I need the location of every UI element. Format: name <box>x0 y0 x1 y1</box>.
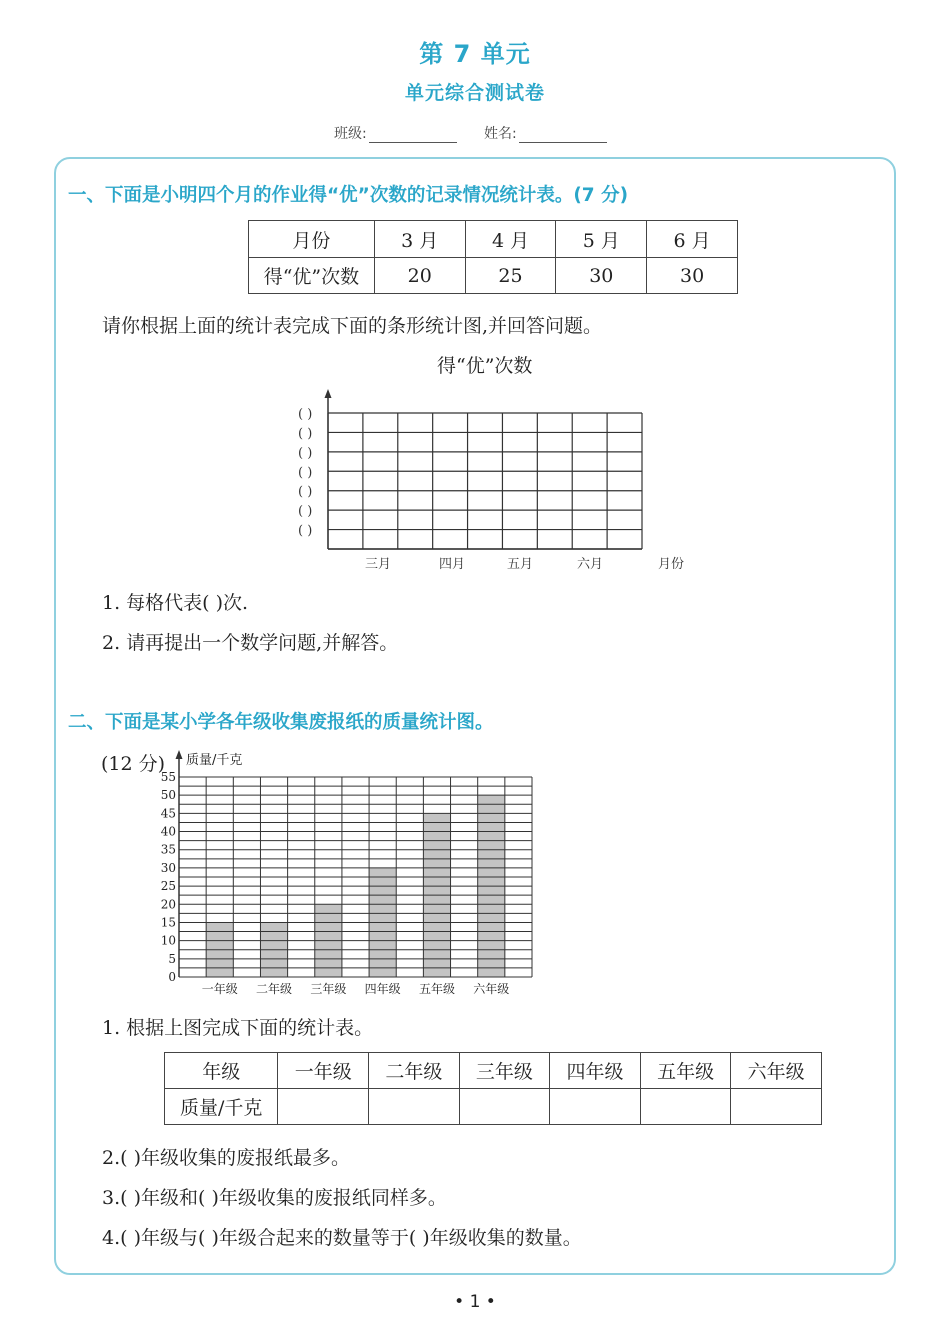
class-label: 班级: <box>334 126 367 142</box>
name-field <box>484 123 607 143</box>
chart2-y-tick: 5 <box>168 951 176 966</box>
table-cell: 质量/千克 <box>165 1089 278 1125</box>
test-title: 单元综合测试卷 <box>404 82 545 104</box>
name-label: 姓名: <box>484 126 517 142</box>
answer-cell[interactable] <box>459 1089 550 1125</box>
chart1-y-blank: ( ) <box>298 445 313 461</box>
chart2-y-tick: 0 <box>168 970 176 984</box>
chart1-x-label: 四月 <box>438 557 466 572</box>
chart1-x-label: 六月 <box>576 557 604 572</box>
table-cell: 20 <box>374 258 465 294</box>
table-cell: 30 <box>647 258 738 294</box>
class-field <box>334 123 457 143</box>
chart2-y-tick: 40 <box>160 824 176 839</box>
chart2-y-tick: 35 <box>160 842 176 857</box>
chart1-y-blank: ( ) <box>298 484 313 500</box>
chart1-grid <box>328 413 642 549</box>
section1-q1: 1. 每格代表( )次. <box>102 592 249 614</box>
table-header-cell: 3 月 <box>374 221 465 258</box>
section1-table <box>248 220 738 294</box>
name-blank[interactable] <box>519 128 607 143</box>
chart1-title: 得“优”次数 <box>437 355 533 377</box>
chart2-y-tick: 45 <box>160 806 176 821</box>
answer-cell[interactable] <box>278 1089 369 1125</box>
chart2-y-tick: 55 <box>160 770 176 784</box>
chart2-y-tick: 30 <box>160 860 176 875</box>
section2-title: 二、下面是某小学各年级收集废报纸的质量统计图。 <box>68 712 494 733</box>
chart1-y-blank: ( ) <box>298 426 313 442</box>
chart1-x-axis-label: 月份 <box>657 557 685 572</box>
section1-title: 一、下面是小明四个月的作业得“优”次数的记录情况统计表。(7 分) <box>68 185 629 206</box>
table-header-cell: 一年级 <box>278 1053 369 1089</box>
section2-q1: 1. 根据上图完成下面的统计表。 <box>102 1017 374 1039</box>
section1-instruction: 请你根据上面的统计表完成下面的条形统计图,并回答问题。 <box>102 315 603 337</box>
answer-cell[interactable] <box>550 1089 641 1125</box>
class-blank[interactable] <box>369 128 457 143</box>
chart2-x-label: 六年级 <box>473 982 510 996</box>
section2-q2: 2.( )年级收集的废报纸最多。 <box>102 1147 350 1169</box>
table-header-cell: 三年级 <box>459 1053 550 1089</box>
section2-q3: 3.( )年级和( )年级收集的废报纸同样多。 <box>102 1187 447 1209</box>
section2-table <box>164 1052 822 1125</box>
unit-title: 第 7 单元 <box>419 40 531 68</box>
chart1-x-label: 五月 <box>506 557 534 572</box>
chart2-x-label: 三年级 <box>310 982 347 996</box>
chart2-y-tick: 25 <box>160 879 176 894</box>
chart1-y-blank: ( ) <box>298 465 313 481</box>
page-number: • 1 • <box>454 1292 496 1312</box>
table-header-cell: 二年级 <box>369 1053 460 1089</box>
chart1-y-arrow <box>325 389 332 398</box>
table-cell: 30 <box>556 258 647 294</box>
chart2-y-tick: 15 <box>160 915 176 930</box>
paper-bar-chart <box>140 745 560 1005</box>
answer-cell[interactable] <box>640 1089 731 1125</box>
table-header-cell: 6 月 <box>647 221 738 258</box>
chart2-y-tick: 50 <box>160 788 176 803</box>
table-header-cell: 四年级 <box>550 1053 641 1089</box>
chart2-x-label: 四年级 <box>364 982 401 996</box>
chart1-y-blank: ( ) <box>298 504 313 520</box>
table-header-cell: 4 月 <box>465 221 556 258</box>
chart1-x-label: 三月 <box>364 557 392 572</box>
chart1-y-blank: ( ) <box>298 407 313 422</box>
table-cell: 25 <box>465 258 556 294</box>
blank-bar-chart <box>290 385 700 575</box>
table-header-cell: 六年级 <box>731 1053 822 1089</box>
chart2-x-label: 二年级 <box>256 982 293 996</box>
section1-q2: 2. 请再提出一个数学问题,并解答。 <box>102 632 399 654</box>
table-header-cell: 5 月 <box>556 221 647 258</box>
table-cell: 得“优”次数 <box>249 258 375 294</box>
chart2-x-label: 五年级 <box>418 982 455 996</box>
table-header-cell: 五年级 <box>640 1053 731 1089</box>
section2-score: (12 分) <box>101 753 166 775</box>
chart2-y-axis-label: 质量/千克 <box>186 753 243 768</box>
chart2-y-arrow <box>176 750 183 759</box>
chart2-y-tick: 10 <box>160 933 176 948</box>
chart2-x-label: 一年级 <box>201 982 238 996</box>
section2-q4: 4.( )年级与( )年级合起来的数量等于( )年级收集的数量。 <box>102 1227 582 1249</box>
answer-cell[interactable] <box>731 1089 822 1125</box>
answer-cell[interactable] <box>369 1089 460 1125</box>
chart2-y-tick: 20 <box>160 897 176 912</box>
table-header-cell: 月份 <box>249 221 375 258</box>
table-header-cell: 年级 <box>165 1053 278 1089</box>
chart1-y-blank: ( ) <box>298 523 313 539</box>
